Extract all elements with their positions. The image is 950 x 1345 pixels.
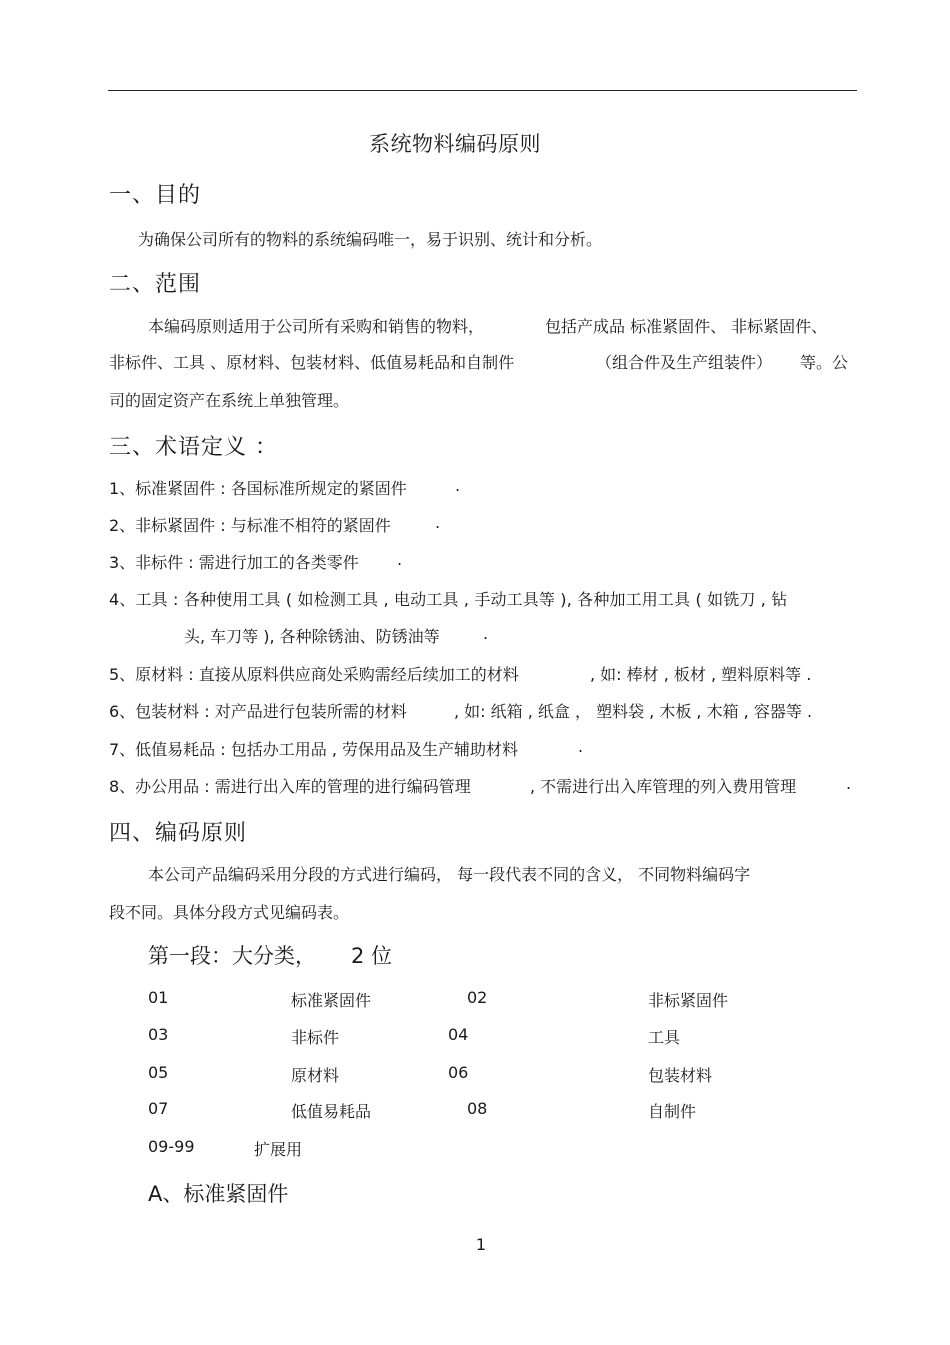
- section-heading-terms: 三、术语定义 ：: [109, 435, 278, 460]
- code-cell: 04: [448, 1025, 469, 1044]
- extension-code: 09-99: [148, 1137, 195, 1156]
- term-tail: , 如: 棒材 , 板材 , 塑料原料等 .: [590, 665, 812, 684]
- term-item: 4、工具 : 各种使用工具 ( 如检测工具 , 电动工具 , 手动工具等 ), 各种加工用工具 ( 如铣刀 , 钻: [109, 590, 788, 609]
- category-cell: 原材料: [291, 1066, 340, 1085]
- code-cell: 08: [467, 1099, 488, 1118]
- term-item: 1、标准紧固件 : 各国标准所规定的紧固件: [109, 479, 407, 498]
- section-heading-purpose: 一、目的: [109, 183, 202, 208]
- code-cell: 03: [148, 1025, 169, 1044]
- scope-line2-c: 等。公: [800, 353, 849, 372]
- term-continuation: 头, 车刀等 ), 各种除锈油、防锈油等: [184, 627, 440, 646]
- term-item: 8、办公用品 : 需进行出入库的管理的进行编码管理: [109, 777, 471, 796]
- code-cell: 05: [148, 1063, 169, 1082]
- category-cell: 非标件: [291, 1028, 340, 1047]
- term-tail: , 不需进行出入库管理的列入费用管理: [530, 777, 797, 796]
- document-title: 系统物料编码原则: [369, 132, 541, 156]
- term-tail: .: [483, 624, 489, 643]
- scope-line1-b: 包括产成品 标准紧固件、 非标紧固件、: [545, 317, 828, 336]
- code-cell: 02: [467, 988, 488, 1007]
- term-tail: .: [435, 513, 441, 532]
- page-number: 1: [475, 1235, 487, 1254]
- term-tail: .: [455, 476, 461, 495]
- term-tail: .: [846, 774, 852, 793]
- term-item: 2、非标紧固件 : 与标准不相符的紧固件: [109, 516, 391, 535]
- scope-line2-a: 非标件、工具 、原材料、包装材料、低值易耗品和自制件: [109, 353, 515, 372]
- code-cell: 01: [148, 988, 169, 1007]
- segment-digits: 2 位: [351, 944, 393, 968]
- term-item: 3、非标件 : 需进行加工的各类零件: [109, 553, 359, 572]
- category-cell: 包装材料: [648, 1066, 713, 1085]
- coding-paragraph-line1: 本公司产品编码采用分段的方式进行编码， 每一段代表不同的含义， 不同物料编码字: [148, 865, 751, 884]
- section-heading-coding: 四、编码原则: [109, 821, 248, 846]
- section-heading-scope: 二、范围: [109, 272, 202, 297]
- extension-name: 扩展用: [254, 1140, 303, 1159]
- term-item: 6、包装材料 : 对产品进行包装所需的材料: [109, 702, 407, 721]
- header-rule: [108, 90, 857, 91]
- code-cell: 06: [448, 1063, 469, 1082]
- term-item: 7、低值易耗品 : 包括办工用品 , 劳保用品及生产辅助材料: [109, 740, 519, 759]
- term-item: 5、原材料 : 直接从原料供应商处采购需经后续加工的材料: [109, 665, 519, 684]
- subsection-heading: A、标准紧固件: [148, 1182, 289, 1206]
- category-cell: 工具: [648, 1028, 681, 1047]
- segment-label: 第一段：大分类，: [148, 944, 316, 968]
- category-cell: 非标紧固件: [648, 991, 729, 1010]
- scope-line1-a: 本编码原则适用于公司所有采购和销售的物料，: [148, 317, 485, 336]
- category-cell: 标准紧固件: [291, 991, 372, 1010]
- category-cell: 低值易耗品: [291, 1102, 372, 1121]
- scope-line2-b: （组合件及生产组装件）: [596, 353, 773, 372]
- scope-line3: 司的固定资产在系统上单独管理。: [109, 391, 350, 410]
- category-cell: 自制件: [648, 1102, 697, 1121]
- coding-paragraph-line2: 段不同。具体分段方式见编码表。: [109, 903, 350, 922]
- term-tail: .: [397, 550, 403, 569]
- code-cell: 07: [148, 1099, 169, 1118]
- purpose-text: 为确保公司所有的物料的系统编码唯一，易于识别、统计和分析。: [138, 230, 603, 249]
- term-tail: , 如: 纸箱 , 纸盒 ， 塑料袋 , 木板 , 木箱 , 容器等 .: [454, 702, 813, 721]
- term-tail: .: [578, 737, 584, 756]
